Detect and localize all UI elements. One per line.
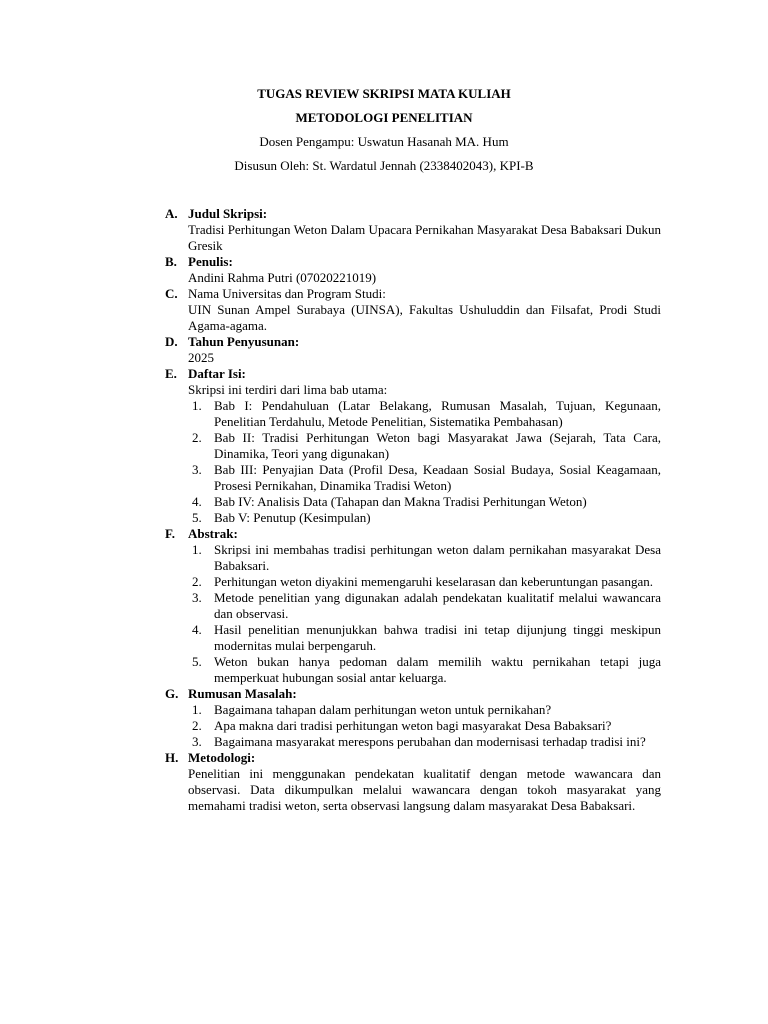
section-letter: G. xyxy=(165,686,179,701)
list-text: Weton bukan hanya pedoman dalam memilih waktu pernikahan tetapi juga memperkuat hubungan sosial antar keluarga. xyxy=(214,654,661,685)
section-intro: Skripsi ini terdiri dari lima bab utama: xyxy=(188,382,388,397)
section-body: 2025 xyxy=(188,350,214,365)
section-title: Judul Skripsi: xyxy=(188,206,268,221)
list-text: Perhitungan weton diyakini memengaruhi keselarasan dan keberuntungan pasangan. xyxy=(214,574,653,589)
list-text: Bab II: Tradisi Perhitungan Weton bagi Masyarakat Jawa (Sejarah, Tata Cara, Dinamika, Teori yang digunakan) xyxy=(214,430,661,461)
section-daftar-isi xyxy=(0,366,661,526)
list-number: 3. xyxy=(192,590,202,605)
section-abstrak xyxy=(0,526,661,686)
list-item xyxy=(188,510,661,526)
section-body: Tradisi Perhitungan Weton Dalam Upacara Pernikahan Masyarakat Desa Babaksari Dukun Gresik xyxy=(188,222,661,253)
section-tahun xyxy=(0,334,661,366)
section-letter: B. xyxy=(165,254,177,269)
section-universitas xyxy=(0,286,661,334)
document-title-line1: TUGAS REVIEW SKRIPSI MATA KULIAH xyxy=(257,86,511,101)
list-text: Bab III: Penyajian Data (Profil Desa, Keadaan Sosial Budaya, Sosial Keagamaan, Prosesi Pernikahan, Dinamika Tradisi Weton) xyxy=(214,462,661,493)
list-text: Bagaimana tahapan dalam perhitungan weton untuk pernikahan? xyxy=(214,702,552,717)
list-number: 1. xyxy=(192,398,202,413)
section-letter: E. xyxy=(165,366,177,381)
list-text: Hasil penelitian menunjukkan bahwa tradisi ini tetap dijunjung tinggi meskipun modernitas mulai berpengaruh. xyxy=(214,622,661,653)
list-item xyxy=(188,590,661,622)
section-penulis xyxy=(0,254,661,286)
abstract-list xyxy=(188,542,661,686)
section-title: Daftar Isi: xyxy=(188,366,246,381)
list-item xyxy=(188,430,661,462)
list-number: 5. xyxy=(192,654,202,669)
section-body: Penelitian ini menggunakan pendekatan kualitatif dengan metode wawancara dan observasi. Data dikumpulkan melalui wawancara dengan tokoh masyarakat yang memahami tradisi weton, serta observasi langsung dalam masyarakat Desa Babaksari. xyxy=(188,766,661,813)
section-title: Penulis: xyxy=(188,254,233,269)
list-text: Apa makna dari tradisi perhitungan weton bagi masyarakat Desa Babaksari? xyxy=(214,718,612,733)
document-title-line2: METODOLOGI PENELITIAN xyxy=(295,110,473,125)
review-sections xyxy=(0,206,768,814)
list-text: Bab I: Pendahuluan (Latar Belakang, Rumusan Masalah, Tujuan, Kegunaan, Penelitian Terdahulu, Metode Penelitian, Sistematika Pembahasan) xyxy=(214,398,661,429)
section-title: Abstrak: xyxy=(188,526,238,541)
list-number: 2. xyxy=(192,718,202,733)
list-number: 3. xyxy=(192,462,202,477)
section-title: Tahun Penyusunan: xyxy=(188,334,300,349)
list-item xyxy=(188,654,661,686)
list-number: 5. xyxy=(192,510,202,525)
section-body: UIN Sunan Ampel Surabaya (UINSA), Fakultas Ushuluddin dan Filsafat, Prodi Studi Agama-agama. xyxy=(188,302,661,333)
list-item xyxy=(188,398,661,430)
section-letter: F. xyxy=(165,526,175,541)
list-item xyxy=(188,574,661,590)
list-number: 3. xyxy=(192,734,202,749)
list-number: 1. xyxy=(192,542,202,557)
section-title: Nama Universitas dan Program Studi: xyxy=(188,286,386,301)
section-body: Andini Rahma Putri (07020221019) xyxy=(188,270,377,285)
list-number: 2. xyxy=(192,574,202,589)
section-title: Metodologi: xyxy=(188,750,256,765)
section-rumusan-masalah xyxy=(0,686,661,750)
lecturer-line: Dosen Pengampu: Uswatun Hasanah MA. Hum xyxy=(259,134,509,149)
section-letter: H. xyxy=(165,750,179,765)
section-metodologi xyxy=(0,750,661,814)
list-item xyxy=(188,622,661,654)
section-letter: D. xyxy=(165,334,178,349)
list-item xyxy=(188,734,661,750)
section-judul xyxy=(0,206,661,254)
list-item xyxy=(188,702,661,718)
list-number: 4. xyxy=(192,494,202,509)
problem-list xyxy=(188,702,661,750)
list-text: Bab IV: Analisis Data (Tahapan dan Makna Tradisi Perhitungan Weton) xyxy=(214,494,587,509)
list-text: Skripsi ini membahas tradisi perhitungan weton dalam pernikahan masyarakat Desa Babaksari. xyxy=(214,542,661,573)
section-letter: C. xyxy=(165,286,178,301)
list-item xyxy=(188,542,661,574)
section-title: Rumusan Masalah: xyxy=(188,686,297,701)
list-text: Metode penelitian yang digunakan adalah pendekatan kualitatif melalui wawancara dan observasi. xyxy=(214,590,661,621)
list-text: Bagaimana masyarakat merespons perubahan dan modernisasi terhadap tradisi ini? xyxy=(214,734,646,749)
section-letter: A. xyxy=(165,206,178,221)
chapter-list xyxy=(188,398,661,526)
list-number: 4. xyxy=(192,622,202,637)
list-item xyxy=(188,462,661,494)
list-item xyxy=(188,718,661,734)
list-number: 1. xyxy=(192,702,202,717)
list-number: 2. xyxy=(192,430,202,445)
list-item xyxy=(188,494,661,510)
author-line: Disusun Oleh: St. Wardatul Jennah (2338402043), KPI-B xyxy=(234,158,534,173)
list-text: Bab V: Penutup (Kesimpulan) xyxy=(214,510,371,525)
